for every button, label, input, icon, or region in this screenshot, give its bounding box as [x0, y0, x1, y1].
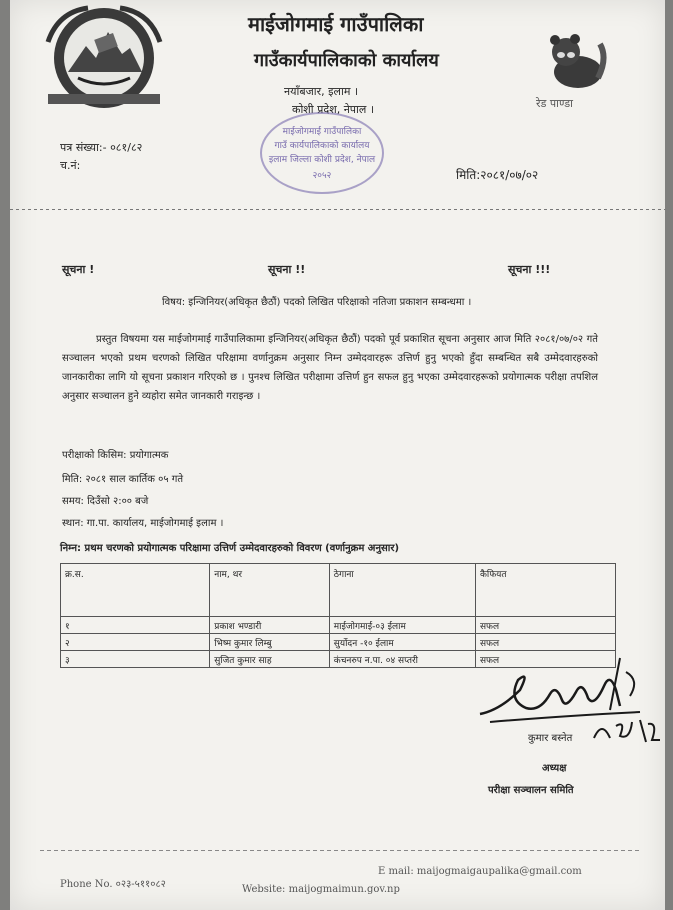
exam-time: समय: दिउँसो २:०० बजे: [62, 496, 149, 507]
notice-label-2: सूचना !!: [268, 263, 306, 276]
header-divider: [10, 209, 665, 210]
footer-phone: Phone No. ०२३-५११०८२: [60, 879, 166, 890]
col-header-address: ठेगाना: [329, 564, 475, 617]
cell-name: प्रकाश भण्डारी: [210, 617, 330, 634]
table-header-row: [61, 564, 616, 617]
signatory-role: अध्यक्ष: [542, 763, 567, 774]
nepal-emblem-icon: [38, 2, 170, 110]
office-stamp: [260, 112, 384, 194]
cell-name: सुजित कुमार साह: [210, 651, 330, 668]
stamp-line: गाउँ कार्यपालिकाको कार्यालय: [274, 141, 370, 151]
reference-number: पत्र संख्या:- ०८१/८२: [60, 141, 143, 154]
table-row: [61, 634, 616, 651]
footer-divider: [40, 850, 640, 851]
dispatch-number: च.नं:: [60, 159, 81, 172]
col-header-serial: क्र.स.: [61, 564, 210, 617]
notice-body-text: प्रस्तुत विषयमा यस माईजोगमाई गाउँपालिकामा इन्जिनियर(अधिकृत छैठौं) पदको पूर्व प्रकाशित सूचना अनुसार आज मिति २०८१/०७/०२ गते सञ्चालन भएको प्रथम चरणको लिखित परिक्षामा वर्णानुक्रम अनुसार निम्न उम्मेदवारहरू उत्तिर्ण हुनु भएको हुँदा सम्बन्धित सबै उम्मेदवारहरुको जानकारीका लागि यो सूचना प्रकाशन गरिएको छ । पुनश्च लिखित परीक्षामा उत्तिर्ण हुन सफल हुनु भएका उम्मेदवारहरूको प्रयोगात्मक परीक्षा तपशिल अनुसार सञ्चालन हुने व्यहोरा समेत जानकारी गराइन्छ ।: [62, 334, 598, 402]
notice-label-3: सूचना !!!: [508, 263, 551, 276]
cell-remarks: सफल: [475, 651, 615, 668]
exam-type: परीक्षाको किसिम: प्रयोगात्मक: [62, 450, 169, 461]
exam-date: मिति: २०८१ साल कार्तिक ०५ गते: [62, 474, 184, 485]
footer-website: Website: maijogmaimun.gov.np: [242, 884, 400, 895]
letter-page: [10, 0, 665, 910]
red-panda-icon: [542, 28, 608, 92]
cell-remarks: सफल: [475, 634, 615, 651]
cell-serial: १: [61, 617, 210, 634]
letter-date: मिति:२०८१/०७/०२: [456, 168, 539, 182]
cell-name: भिष्म कुमार लिम्बु: [210, 634, 330, 651]
col-header-name: नाम, थर: [210, 564, 330, 617]
col-header-remarks: कैफियत: [475, 564, 615, 617]
stamp-line: माईजोगमाई गाउँपालिका: [282, 127, 362, 137]
notice-body: [62, 330, 598, 406]
cell-address: सुर्योदन -१० ईलाम: [329, 634, 475, 651]
cell-remarks: सफल: [475, 617, 615, 634]
stamp-line: इलाम जिल्ला कोशी प्रदेश, नेपाल: [268, 155, 376, 165]
table-row: [61, 617, 616, 634]
mascot-caption: रेड पाण्डा: [536, 97, 573, 110]
signatory-name: कुमार बस्नेत: [528, 733, 573, 744]
notice-label-1: सूचना !: [62, 263, 95, 276]
exam-place: स्थान: गा.पा. कार्यालय, माईजोगमाई इलाम ।: [62, 518, 224, 529]
office-province: कोशी प्रदेश, नेपाल ।: [292, 103, 375, 116]
stamp-line: २०५२: [312, 171, 332, 181]
signatory-committee: परीक्षा सञ्चालन समिति: [488, 785, 574, 796]
cell-address: माईजोगमाई-०३ ईलाम: [329, 617, 475, 634]
footer-email: E mail: maijogmaigaupalika@gmail.com: [378, 866, 582, 877]
office-title: गाउँकार्यपालिकाको कार्यालय: [254, 50, 439, 71]
cell-address: कंचनरुप न.पा. ०४ सप्तरी: [329, 651, 475, 668]
table-caption: निम्न: प्रथम चरणको प्रयोगात्मक परिक्षामा उत्तिर्ण उम्मेदवारहरुको विवरण (वर्णानुक्रम अनुसार): [60, 543, 400, 554]
notice-subject: विषय: इन्जिनियर(अधिकृत छैठौं) पदको लिखित परिक्षाको नतिजा प्रकाशन सम्बन्धमा ।: [162, 297, 472, 308]
cell-serial: ३: [61, 651, 210, 668]
cell-serial: २: [61, 634, 210, 651]
office-address: नयाँबजार, इलाम ।: [284, 85, 359, 98]
municipality-title: माईजोगमाई गाउँपालिका: [248, 12, 424, 36]
